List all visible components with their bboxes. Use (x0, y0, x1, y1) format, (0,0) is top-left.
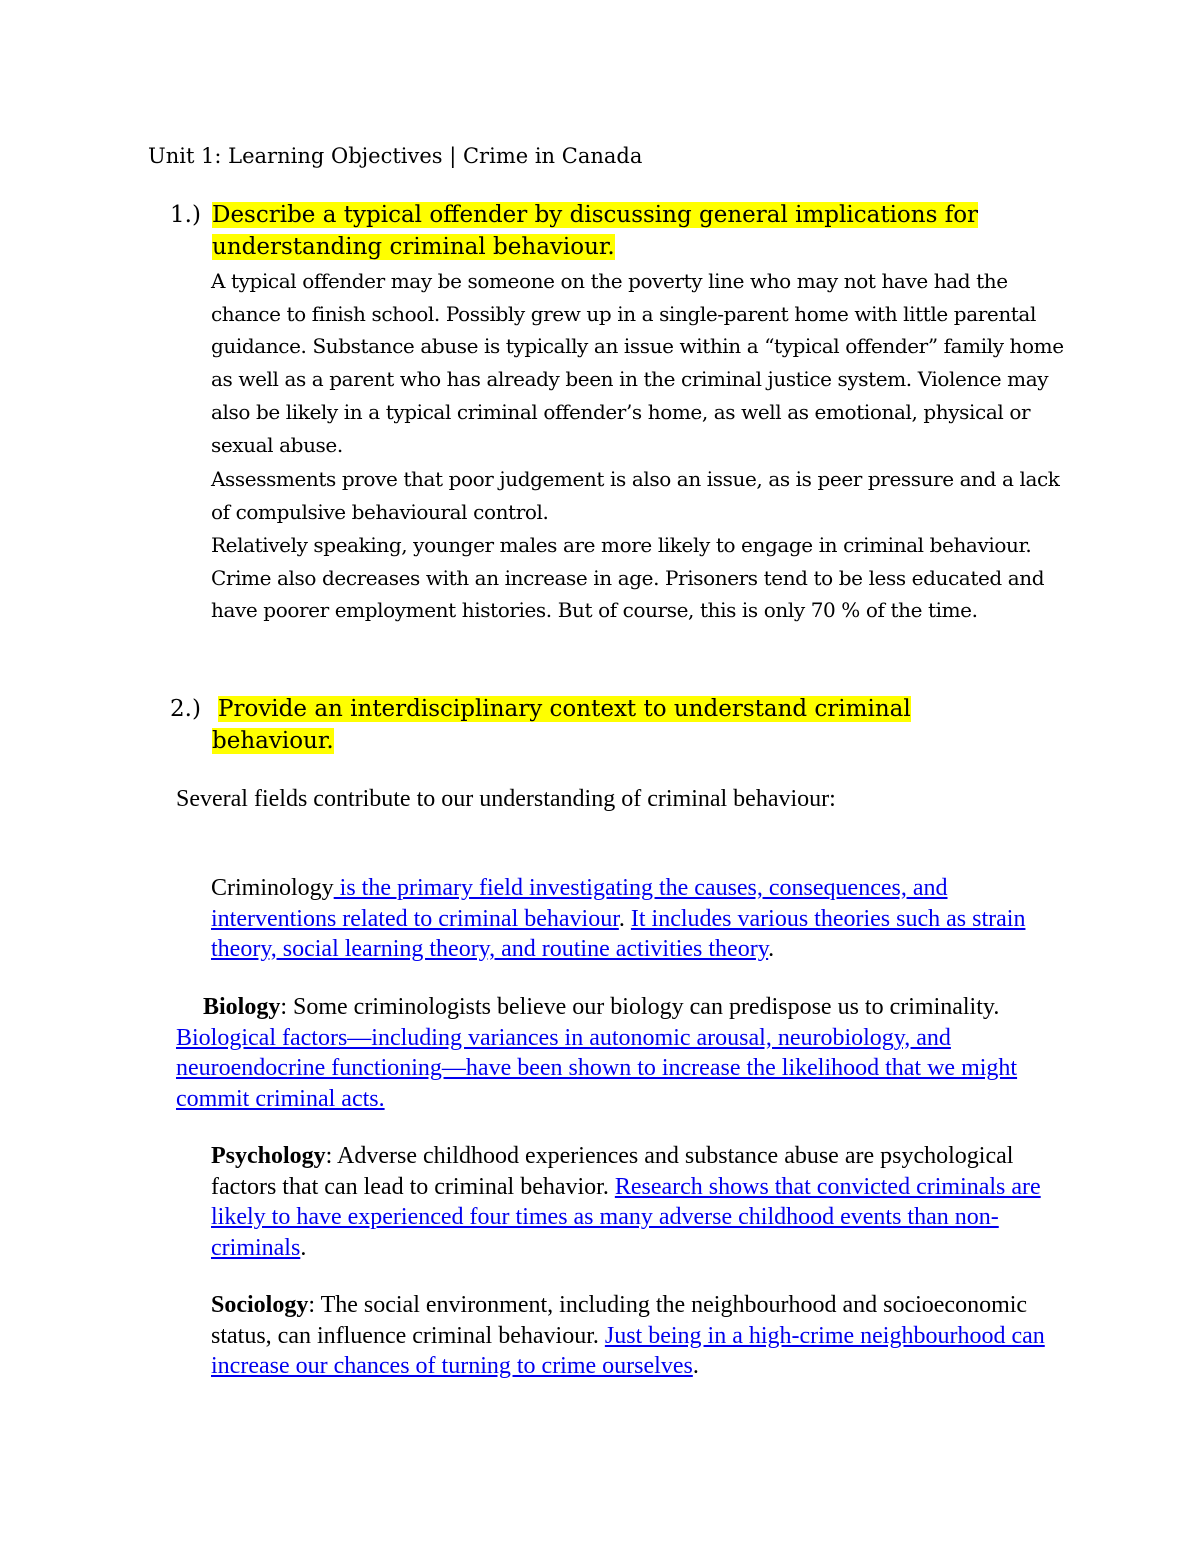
objective-2-number: 2.) (170, 696, 201, 722)
sociology-text: : The social environment, including the neighbourhood and socioeconomic status, can influence criminal behaviour. (211, 1292, 1028, 1349)
objective-2-heading-line-1 (218, 693, 911, 725)
highlight: behaviour. (212, 728, 334, 754)
criminology-term: Criminology (211, 875, 334, 901)
document-title: Unit 1: Learning Objectives | Crime in Canada (148, 144, 643, 168)
psychology-term: Psychology (211, 1143, 326, 1169)
highlight: Provide an interdisciplinary context to understand criminal (218, 696, 911, 722)
criminology-end: . (768, 936, 775, 962)
biology-paragraph (176, 992, 1056, 1114)
criminology-link-1[interactable]: is the primary field investigating the causes, consequences, and interventions related to criminal behaviour (211, 875, 948, 932)
objective-1-heading-line-2 (212, 231, 615, 263)
sociology-link[interactable]: Just being in a high-crime neighbourhood can increase our chances of turning to crime ourselves (211, 1322, 1045, 1379)
psychology-end: . (300, 1234, 307, 1261)
sociology-paragraph (211, 1290, 1061, 1382)
sociology-term: Sociology (211, 1292, 309, 1318)
criminology-separator: . (618, 905, 631, 932)
criminology-link-2[interactable]: It includes various theories such as strain theory, social learning theory, and routine activities theory (211, 905, 1026, 962)
objective-1-paragraph-1: A typical offender may be someone on the poverty line who may not have had the chance to finish school. Possibly grew up in a single-parent home with little parental guidance. Substance abuse is typically an issue within a “typical offender” family home as well as a parent who has already been in the criminal justice system. Violence may also be likely in a typical criminal offender’s home, as well as emotional, physical or sexual abuse. (211, 269, 1064, 457)
psychology-paragraph (211, 1141, 1061, 1263)
highlight: understanding criminal behaviour. (212, 234, 615, 260)
objective-1-heading-line-1 (212, 199, 978, 231)
fields-intro: Several fields contribute to our understanding of criminal behaviour: (176, 786, 836, 812)
criminology-paragraph (211, 873, 1061, 965)
objective-1-paragraph-2: Assessments prove that poor judgement is also an issue, as is peer pressure and a lack of compulsive behavioural control. (211, 467, 1060, 524)
sociology-end: . (692, 1353, 699, 1379)
biology-text: : Some criminologists believe our biology can predispose us to criminality. (280, 994, 1000, 1020)
psychology-link[interactable]: Research shows that convicted criminals are likely to have experienced four times as many adverse childhood events than non-criminals (211, 1173, 1041, 1261)
biology-link[interactable]: Biological factors—including variances in autonomic arousal, neurobiology, and neuroendocrine functioning—have been shown to increase the likelihood that we might commit criminal acts. (176, 1024, 1018, 1112)
objective-1-number: 1.) (170, 202, 201, 228)
psychology-text: : Adverse childhood experiences and substance abuse are psychological factors that can lead to criminal behavior. (211, 1143, 1014, 1200)
objective-2-heading-line-2 (212, 725, 334, 757)
highlight: Describe a typical offender by discussing general implications for (212, 202, 979, 228)
objective-1-paragraph-3: Relatively speaking, younger males are more likely to engage in criminal behaviour. Crime also decreases with an increase in age. Prisoners tend to be less educated and have poorer employment histories. But of course, this is only 70 % of the time. (211, 533, 1045, 623)
biology-term: Biology (203, 994, 281, 1020)
